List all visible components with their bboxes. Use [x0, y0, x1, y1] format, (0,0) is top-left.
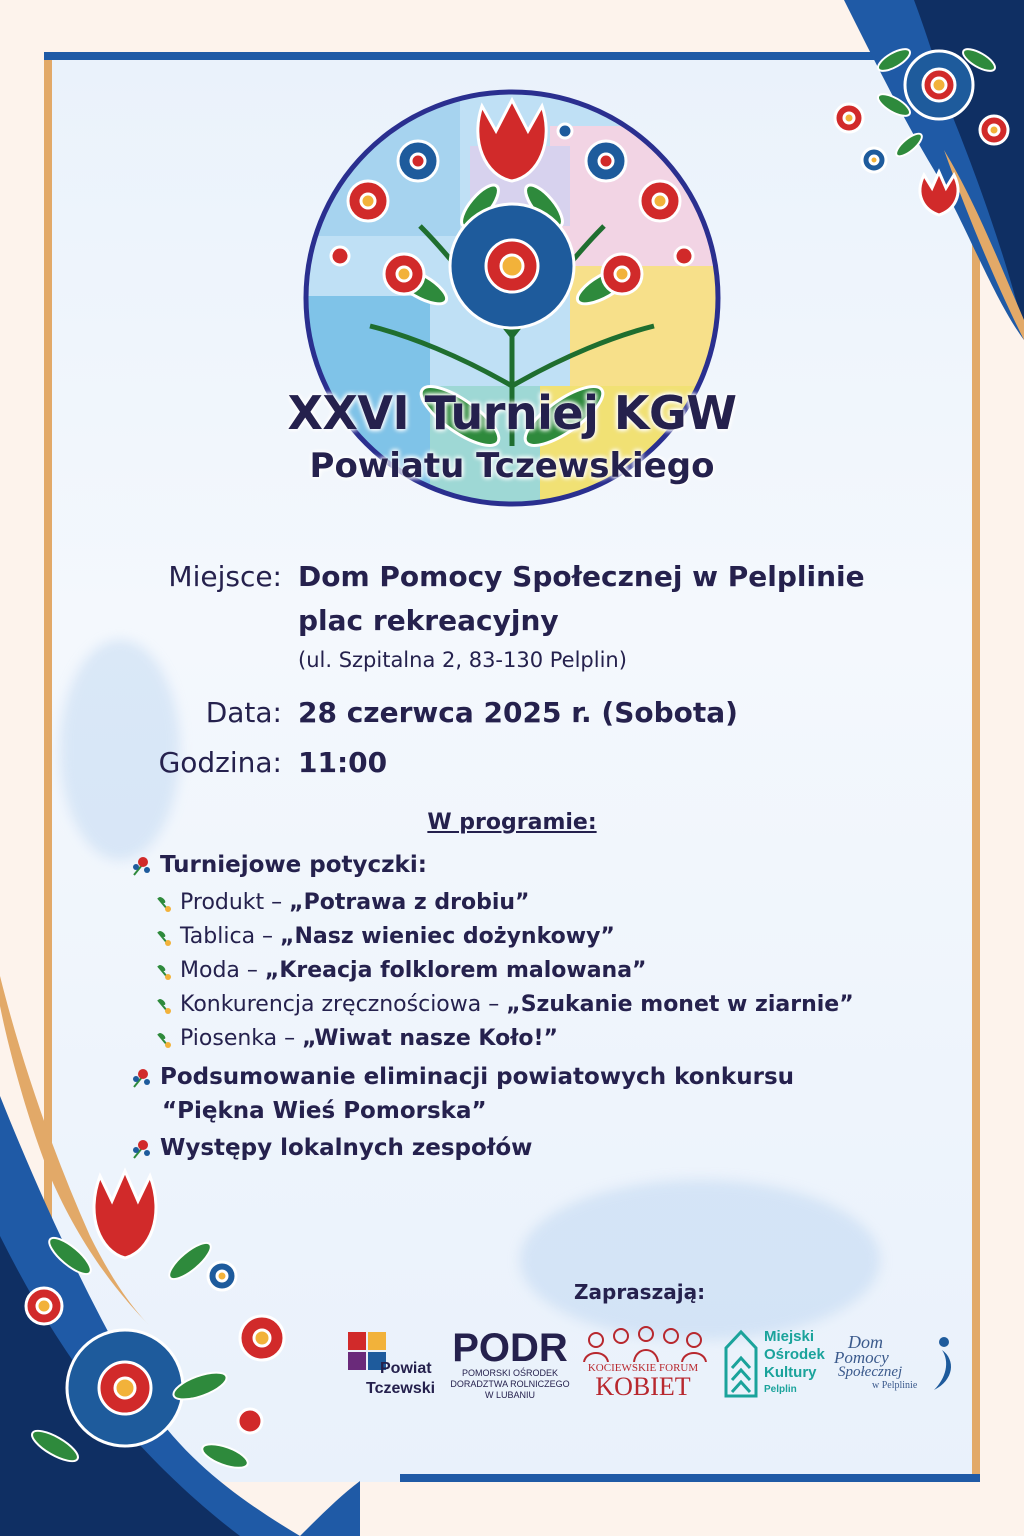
mok-mark-icon — [724, 1328, 758, 1398]
mok-line1: Miejski — [764, 1328, 815, 1345]
flower-bullet-icon — [130, 855, 152, 877]
dps-line1: Dom — [848, 1332, 883, 1352]
logo-podr — [450, 1326, 570, 1402]
leaf-bullet-icon — [156, 894, 172, 912]
date-label: Data: — [205, 696, 282, 729]
invite-heading: Zapraszają: — [574, 1280, 706, 1304]
podr-line3: W LUBANIU — [484, 1390, 535, 1400]
mok-line2: Ośrodek — [764, 1346, 825, 1363]
kfk-line1: KOCIEWSKIE FORUM — [587, 1362, 699, 1374]
program-item-1 — [156, 890, 530, 915]
person-swoosh-icon — [928, 1334, 958, 1394]
time-value: 11:00 — [298, 746, 388, 779]
podr-line2: DORADZTWA ROLNICZEGO — [450, 1379, 570, 1389]
program-section2-contest-name: “Piękna Wieś Pomorska” — [162, 1098, 487, 1124]
place-address: (ul. Szpitalna 2, 83-130 Pelplin) — [298, 648, 627, 672]
podr-main: PODR — [452, 1326, 568, 1370]
program-item-3 — [156, 958, 647, 983]
program-item-2-label: Tablica – — [180, 924, 281, 949]
program-item-5-label: Piosenka – — [180, 1026, 303, 1051]
date-value: 28 czerwca 2025 r. (Sobota) — [298, 696, 738, 729]
women-silhouettes-icon — [576, 1326, 710, 1362]
place-value-line1: Dom Pomocy Społecznej w Pelplinie — [298, 560, 865, 593]
logo-kociewskie-forum-kobiet — [576, 1326, 710, 1402]
corner-flowers-bottom-left — [0, 976, 360, 1536]
powiat-line1: Powiat — [380, 1360, 432, 1377]
program-section-performances — [130, 1135, 532, 1161]
logo-miejski-osrodek-kultury — [724, 1328, 824, 1402]
program-section-contests — [130, 852, 427, 878]
watercolor-wash — [520, 1180, 880, 1340]
event-subtitle: Powiatu Tczewskiego — [309, 446, 715, 486]
dps-line3: Społecznej — [838, 1364, 903, 1380]
flower-bullet-icon — [130, 1067, 152, 1089]
leaf-bullet-icon — [156, 996, 172, 1014]
leaf-bullet-icon — [156, 1030, 172, 1048]
program-item-2-value: „Nasz wieniec dożynkowy” — [280, 924, 615, 949]
leaf-bullet-icon — [156, 962, 172, 980]
program-item-2 — [156, 924, 615, 949]
program-item-4-label: Konkurencja zręcznościowa – — [180, 992, 507, 1017]
mok-line4: Pelplin — [764, 1384, 797, 1395]
time-label: Godzina: — [158, 746, 282, 779]
mok-line3: Kultury — [764, 1364, 817, 1381]
place-label: Miejsce: — [168, 560, 282, 593]
program-item-4 — [156, 992, 854, 1017]
dps-line4: w Pelplinie — [872, 1380, 918, 1391]
leaf-bullet-icon — [156, 928, 172, 946]
program-item-5-value: „Wiwat nasze Koło!” — [302, 1026, 558, 1051]
powiat-line2: Tczewski — [366, 1380, 436, 1397]
program-section2-label: Podsumowanie eliminacji powiatowych konkursu — [160, 1064, 795, 1090]
flower-bullet-icon — [130, 1138, 152, 1160]
event-title: XXVI Turniej KGW — [287, 386, 737, 440]
frame-bottom-border — [400, 1474, 980, 1482]
program-item-4-value: „Szukanie monet w ziarnie” — [506, 992, 854, 1017]
program-section3-label: Występy lokalnych zespołów — [160, 1135, 533, 1161]
program-item-1-value: „Potrawa z drobiu” — [289, 890, 530, 915]
place-value-line2: plac rekreacyjny — [298, 604, 559, 637]
program-item-3-value: „Kreacja folklorem malowana” — [264, 958, 647, 983]
program-item-1-label: Produkt – — [180, 890, 290, 915]
program-section1-label: Turniejowe potyczki: — [160, 852, 427, 878]
logo-dom-pomocy-spolecznej — [832, 1332, 958, 1398]
program-item-5 — [156, 1026, 558, 1051]
program-section-summary — [130, 1064, 794, 1090]
kfk-line2: KOBIET — [595, 1372, 691, 1401]
logo-powiat-tczewski — [344, 1330, 444, 1402]
dps-line2: Pomocy — [834, 1348, 889, 1367]
podr-line1: POMORSKI OŚRODEK — [461, 1368, 559, 1378]
corner-flowers-top-right — [764, 0, 1024, 340]
program-item-3-label: Moda – — [180, 958, 265, 983]
program-heading: W programie: — [427, 810, 597, 835]
